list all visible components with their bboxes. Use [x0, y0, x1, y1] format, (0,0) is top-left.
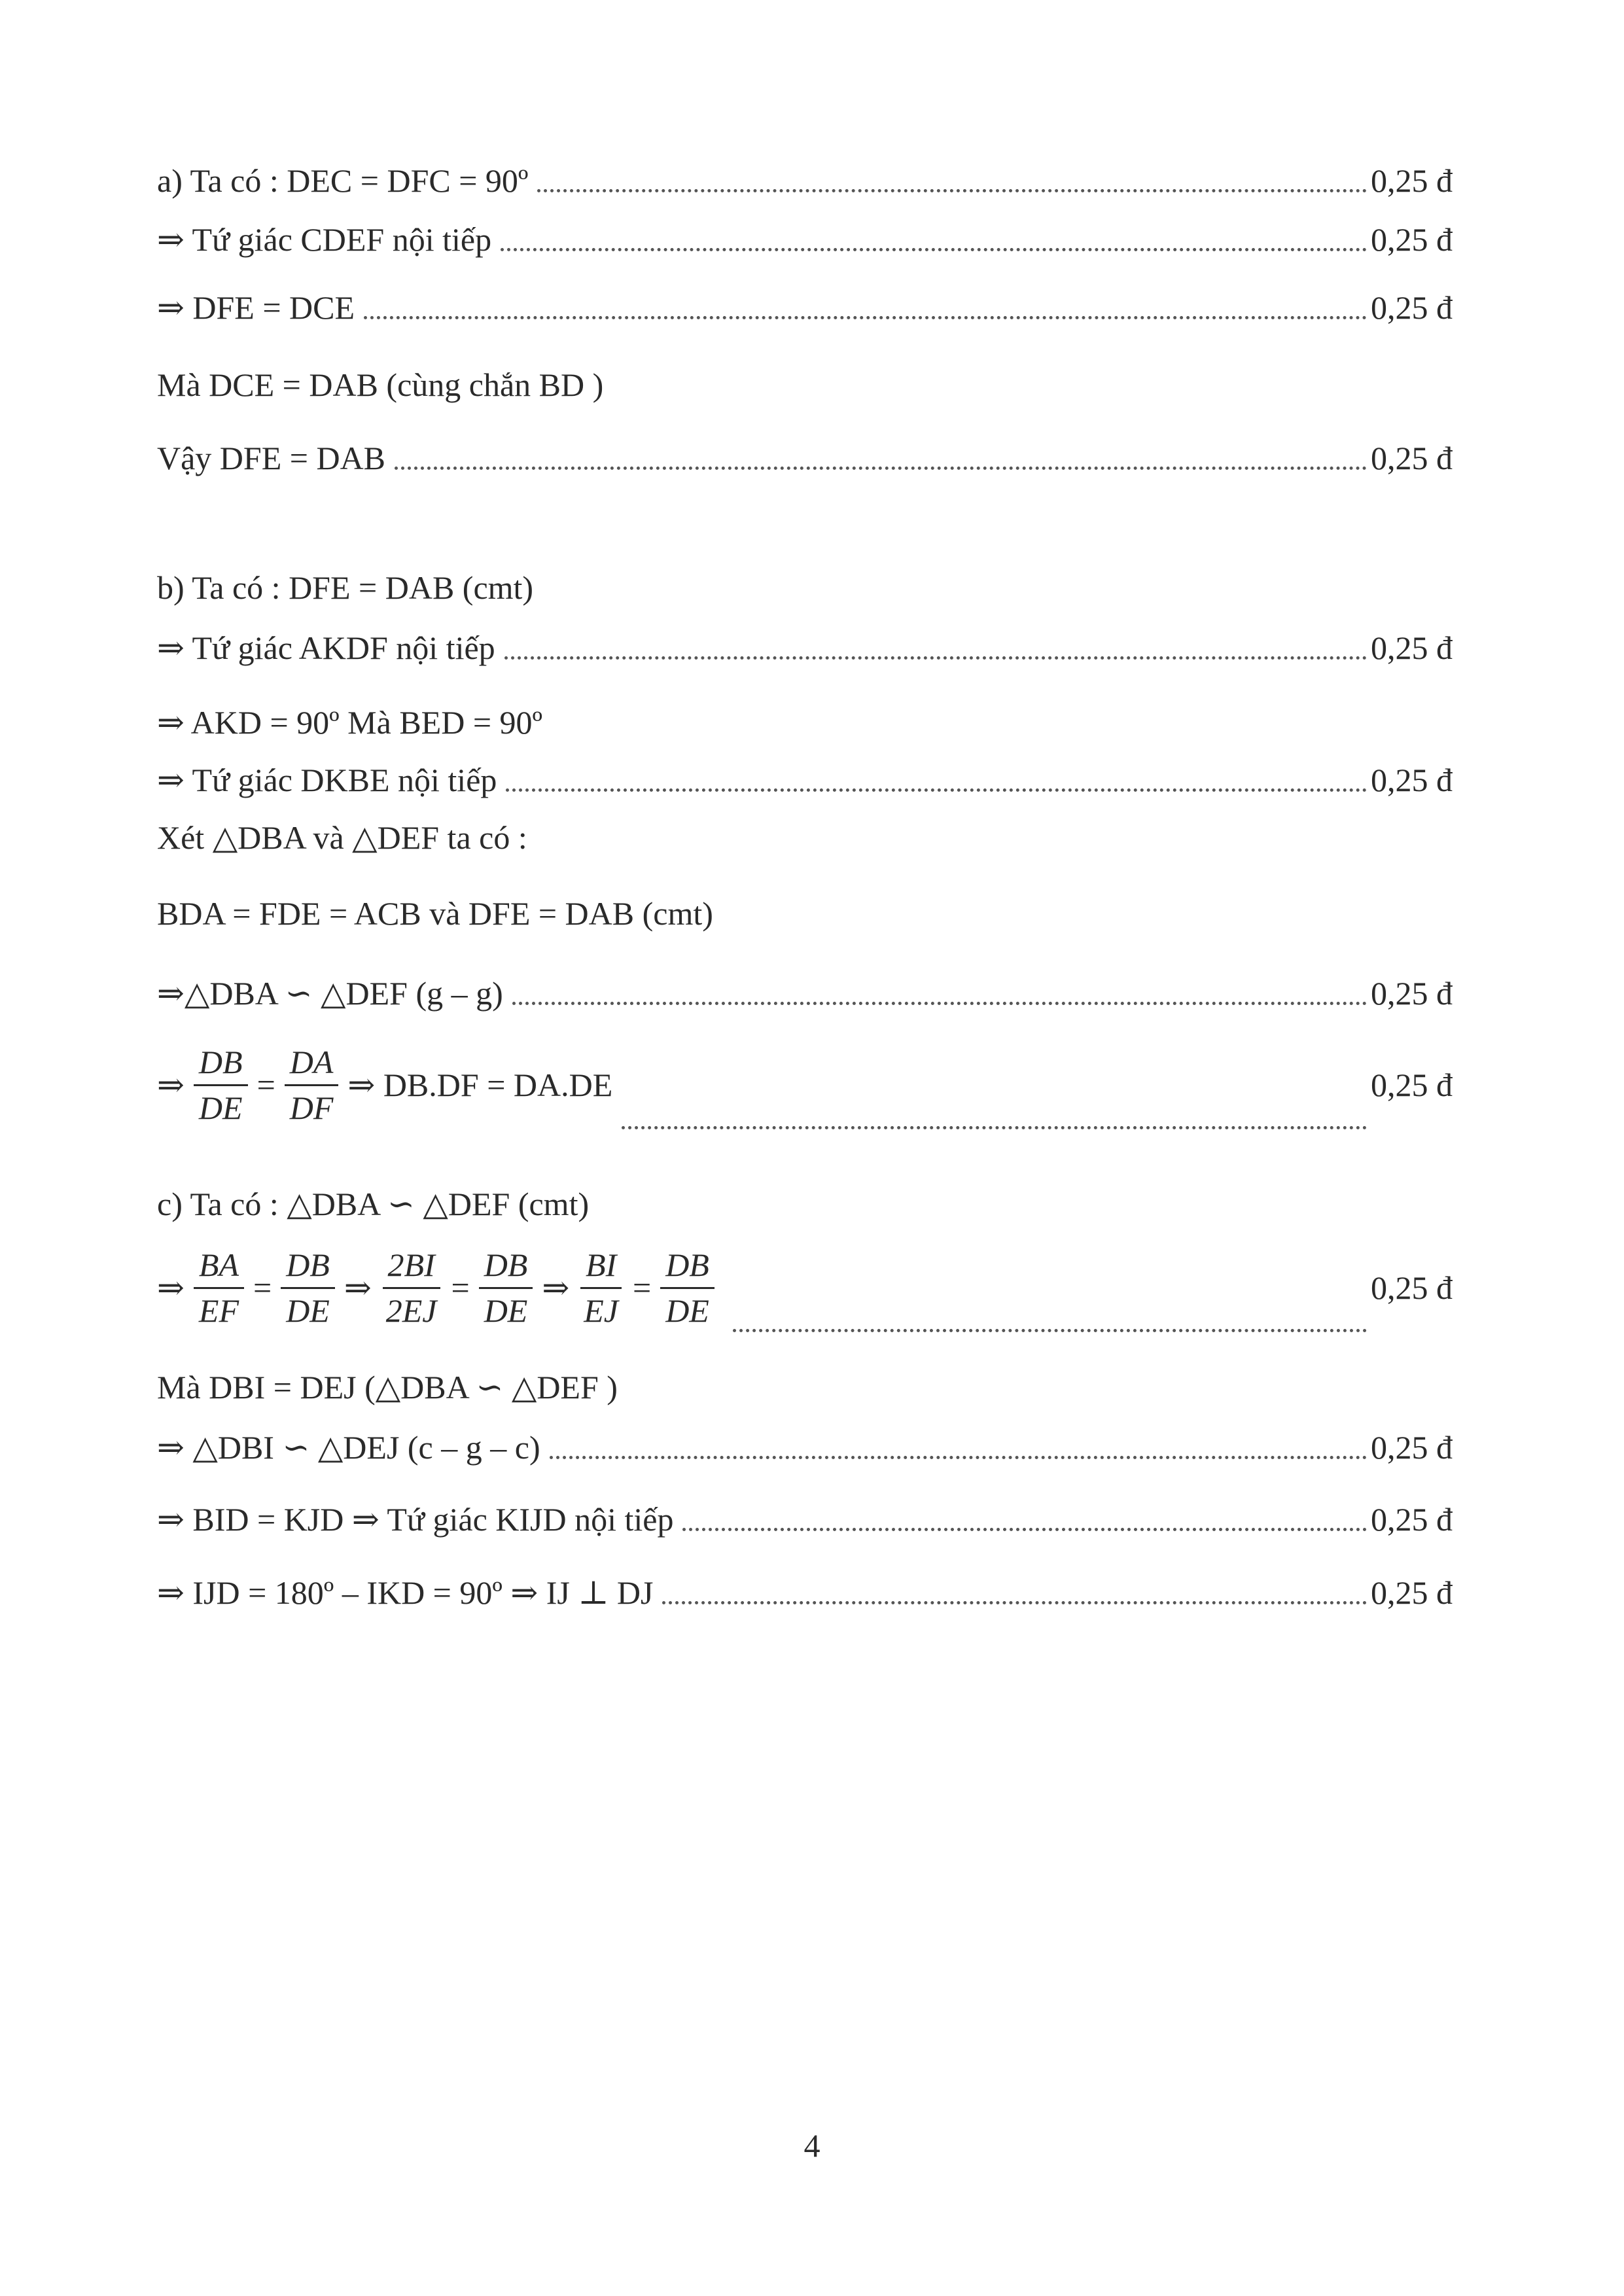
line-text: a) Ta có : DEC = DFC = 90º: [157, 162, 529, 199]
fraction-numerator: DB: [479, 1247, 533, 1289]
score-label: 0,25 đ: [1371, 162, 1453, 199]
fraction-db-de: [281, 1247, 335, 1329]
solution-line-b4: [157, 754, 1453, 806]
score-label: 0,25 đ: [1371, 1269, 1453, 1306]
dot-leader: [506, 788, 1367, 792]
fraction-denominator: 2EJ: [385, 1292, 437, 1329]
score-label: 0,25 đ: [1371, 1501, 1453, 1538]
line-text: ⇒ Tứ giác AKDF nội tiếp: [157, 629, 495, 666]
equals-symbol: =: [451, 1269, 470, 1306]
dot-leader: [622, 1126, 1367, 1129]
page-number: 4: [803, 2127, 821, 2164]
line-text: BDA = FDE = ACB và DFE = DAB (cmt): [157, 895, 713, 932]
line-text: ⇒ Tứ giác DKBE nội tiếp: [157, 762, 497, 798]
line-text: ⇒ BID = KJD ⇒ Tứ giác KIJD nội tiếp: [157, 1501, 674, 1538]
fraction-numerator: DA: [285, 1044, 339, 1086]
equals-symbol: =: [633, 1269, 652, 1306]
solution-line-a2: [157, 213, 1453, 266]
dot-leader: [662, 1601, 1367, 1604]
dot-leader: [550, 1456, 1367, 1459]
dot-leader: [682, 1528, 1367, 1531]
fraction-numerator: BI: [580, 1247, 622, 1289]
score-label: 0,25 đ: [1371, 440, 1453, 476]
solution-line-b3: [157, 696, 1453, 749]
solution-line-b8: [157, 1026, 1453, 1144]
score-label: 0,25 đ: [1371, 1067, 1453, 1103]
fraction-denominator: DF: [289, 1089, 334, 1126]
fraction-numerator: 2BI: [383, 1247, 440, 1289]
line-text: ⇒△DBA ∽ △DEF (g – g): [157, 975, 503, 1012]
fraction-numerator: DB: [660, 1247, 715, 1289]
implies-symbol: ⇒: [157, 1269, 185, 1306]
dot-leader: [395, 467, 1367, 470]
solution-line-a5: [157, 432, 1453, 484]
line-text: ⇒ AKD = 90º Mà BED = 90º: [157, 704, 543, 741]
fraction-db-de: [660, 1247, 715, 1329]
score-label: 0,25 đ: [1371, 221, 1453, 258]
line-text: ⇒ Tứ giác CDEF nội tiếp: [157, 221, 492, 258]
dot-leader: [504, 656, 1367, 660]
equation: [157, 1044, 612, 1126]
fraction-denominator: DE: [484, 1292, 528, 1329]
fraction-db-de: [479, 1247, 533, 1329]
line-text: Mà DCE = DAB (cùng chắn BD ): [157, 366, 604, 403]
fraction-denominator: DE: [665, 1292, 709, 1329]
solution-line-c6: [157, 1566, 1453, 1619]
line-text: ⇒ △DBI ∽ △DEJ (c – g – c): [157, 1429, 540, 1466]
score-label: 0,25 đ: [1371, 1574, 1453, 1611]
fraction-denominator: EJ: [584, 1292, 618, 1329]
fraction-bi-ej: [578, 1247, 624, 1329]
solution-line-c3: [157, 1361, 1453, 1413]
equals-symbol: =: [253, 1269, 272, 1306]
fraction-ba-ef: [194, 1247, 244, 1329]
score-label: 0,25 đ: [1371, 629, 1453, 666]
solution-line-a3: [157, 281, 1453, 334]
equation-tail: ⇒ DB.DF = DA.DE: [347, 1067, 613, 1103]
fraction-numerator: DB: [194, 1044, 248, 1086]
fraction-denominator: DE: [286, 1292, 330, 1329]
line-text: ⇒ IJD = 180º – IKD = 90º ⇒ IJ ⊥ DJ: [157, 1574, 654, 1611]
implies-symbol: ⇒: [542, 1269, 570, 1306]
dot-leader: [512, 1002, 1367, 1005]
line-text: Vậy DFE = DAB: [157, 440, 386, 476]
solution-line-b7: [157, 967, 1453, 1019]
solution-line-b6: [157, 887, 1453, 940]
implies-symbol: ⇒: [344, 1269, 372, 1306]
line-text: ⇒ DFE = DCE: [157, 289, 355, 326]
score-label: 0,25 đ: [1371, 975, 1453, 1012]
line-text: c) Ta có : △DBA ∽ △DEF (cmt): [157, 1186, 590, 1222]
solution-line-c5: [157, 1493, 1453, 1545]
fraction-da-df: [285, 1044, 339, 1126]
score-label: 0,25 đ: [1371, 762, 1453, 798]
fraction-numerator: BA: [194, 1247, 244, 1289]
fraction-db-de: [194, 1044, 248, 1126]
fraction-denominator: DE: [198, 1089, 243, 1126]
fraction-numerator: DB: [281, 1247, 335, 1289]
score-label: 0,25 đ: [1371, 1429, 1453, 1466]
solution-line-b1: [157, 561, 1453, 614]
line-text: b) Ta có : DFE = DAB (cmt): [157, 569, 534, 606]
equals-symbol: =: [256, 1067, 275, 1103]
solution-line-c1: [157, 1178, 1453, 1230]
line-text: Xét △DBA và △DEF ta có :: [157, 819, 527, 856]
solution-line-b2: [157, 622, 1453, 674]
dot-leader: [537, 189, 1367, 192]
solution-line-a1: [157, 154, 1453, 207]
solution-line-c2: [157, 1229, 1453, 1347]
implies-symbol: ⇒: [157, 1067, 185, 1103]
equation: [157, 1247, 724, 1329]
solution-line-c4: [157, 1421, 1453, 1474]
score-label: 0,25 đ: [1371, 289, 1453, 326]
dot-leader: [733, 1329, 1367, 1332]
solution-line-a4: [157, 359, 1453, 411]
fraction-2bi-2ej: [381, 1247, 442, 1329]
dot-leader: [501, 248, 1367, 251]
fraction-denominator: EF: [198, 1292, 239, 1329]
line-text: Mà DBI = DEJ (△DBA ∽ △DEF ): [157, 1369, 618, 1405]
dot-leader: [364, 316, 1367, 319]
solution-line-b5: [157, 811, 1453, 864]
